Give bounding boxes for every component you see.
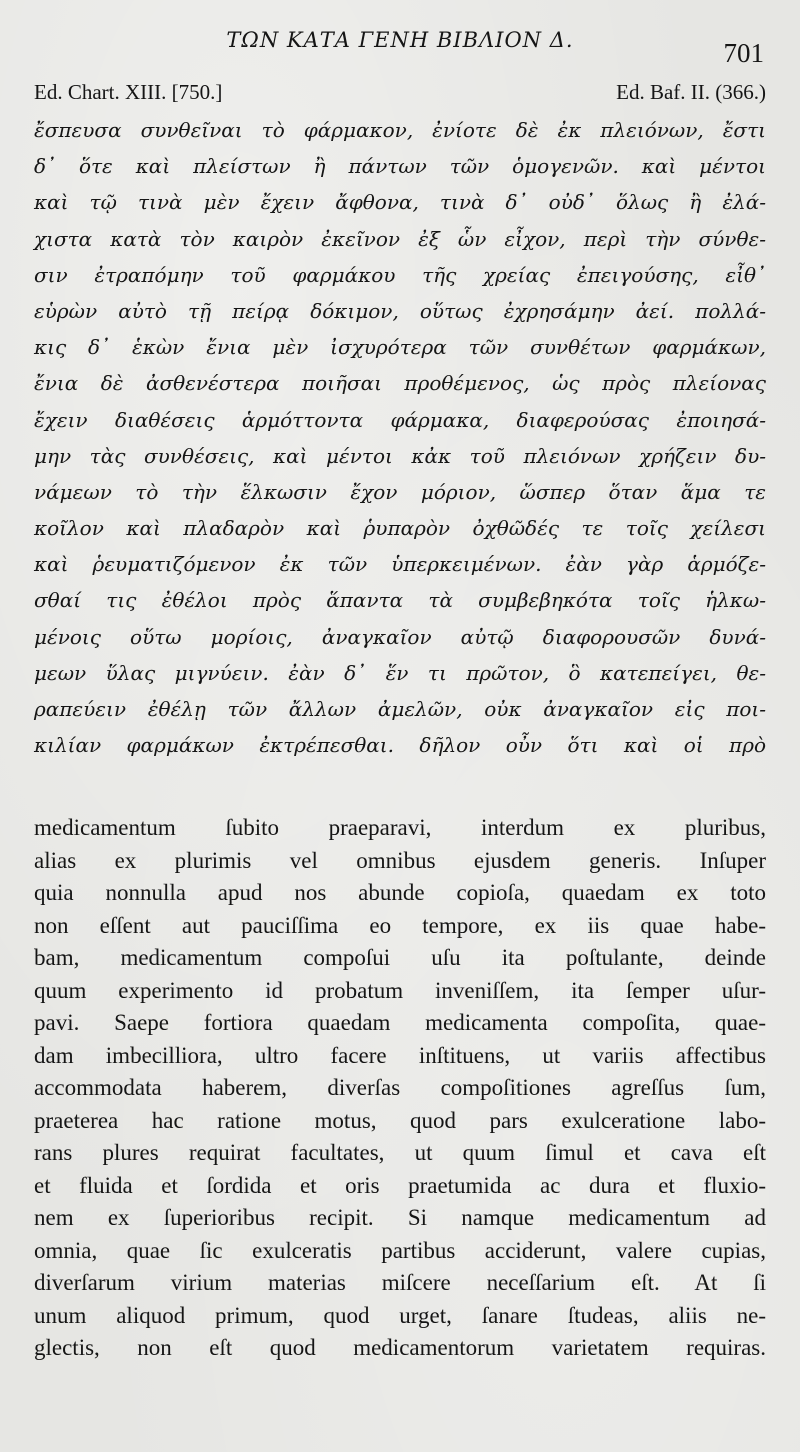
latin-text-line: bam, medicamentum compoſui uſu ita poſtulante, deinde bbox=[34, 945, 766, 970]
greek-text-line: δ᾽ ὅτε καὶ πλείστων ἢ πάντων τῶν ὁμογενῶν. καὶ μέντοι bbox=[34, 154, 766, 179]
latin-text-line: quum experimento id probatum inveniſſem, ita ſemper uſur- bbox=[34, 977, 766, 1003]
greek-text-block bbox=[34, 112, 766, 763]
greek-text-line: χιστα κατὰ τὸν καιρὸν ἐκεῖνον ἐξ ὧν εἶχον, περὶ τὴν σύνθε- bbox=[34, 226, 766, 251]
latin-text-line: non eſſent aut pauciſſima eo tempore, ex iis quae habe- bbox=[34, 912, 766, 938]
latin-text-line: diverſarum virium materias miſcere neceſſarium eſt. At ſi bbox=[34, 1270, 766, 1295]
greek-text-line: κις δ᾽ ἑκὼν ἔνια μὲν ἰσχυρότερα τῶν συνθέτων φαρμάκων, bbox=[34, 335, 766, 360]
latin-text-line: et fluida et ſordida et oris praetumida ac dura et fluxio- bbox=[34, 1172, 766, 1198]
latin-text-line: omnia, quae ſic exulceratis partibus acciderunt, valere cupias, bbox=[34, 1237, 766, 1263]
greek-text-line: ἔσπευσα συνθεῖναι τὸ φάρμακον, ἐνίοτε δὲ ἐκ πλειόνων, ἔστι bbox=[34, 118, 766, 142]
latin-text-line: medicamentum ſubito praeparavi, interdum ex pluribus, bbox=[34, 815, 766, 840]
greek-text-line: σιν ἐτραπόμην τοῦ φαρμάκου τῆς χρείας ἐπειγούσης, εἶθ᾽ bbox=[34, 262, 766, 287]
latin-text-line: praeterea hac ratione motus, quod pars exulceratione labo- bbox=[34, 1107, 766, 1133]
latin-text-line: rans plures requirat facultates, ut quum ſimul et cava eſt bbox=[34, 1140, 766, 1165]
edition-reference-line bbox=[34, 80, 766, 105]
edition-chartier-ref: Ed. Chart. XIII. [750.] bbox=[34, 80, 223, 104]
latin-text-block bbox=[34, 812, 766, 1365]
greek-text-line: καὶ τῷ τινὰ μὲν ἔχειν ἄφθονα, τινὰ δ᾽ οὐδ᾽ ὅλως ἢ ἐλά- bbox=[34, 190, 766, 215]
greek-text-line: κοῖλον καὶ πλαδαρὸν καὶ ῥυπαρὸν ὀχθῶδές τε τοῖς χείλεσι bbox=[34, 516, 766, 541]
latin-text-line: nem ex ſuperioribus recipit. Si namque medicamentum ad bbox=[34, 1205, 766, 1230]
greek-text-line: μένοις οὕτω μορίοις, ἀναγκαῖον αὐτῷ διαφορουσῶν δυνά- bbox=[34, 624, 766, 649]
greek-text-line: ἔχειν διαθέσεις ἁρμόττοντα φάρμακα, διαφερούσας ἐποιησά- bbox=[34, 407, 766, 432]
greek-text-line: μεων ὕλας μιγνύειν. ἐὰν δ᾽ ἕν τι πρῶτον, ὃ κατεπείγει, θε- bbox=[34, 660, 766, 685]
latin-text-line: pavi. Saepe fortiora quaedam medicamenta compoſita, quae- bbox=[34, 1010, 766, 1035]
latin-text-line: accommodata haberem, diverſas compoſitiones agreſſus ſum, bbox=[34, 1075, 766, 1100]
latin-text-line: alias ex plurimis vel omnibus ejusdem generis. Inſuper bbox=[34, 847, 766, 873]
page-number: 701 bbox=[723, 38, 764, 68]
greek-text-line: κιλίαν φαρμάκων ἐκτρέπεσθαι. δῆλον οὖν ὅτι καὶ οἱ πρὸ bbox=[34, 733, 766, 758]
latin-text-line: unum aliquod primum, quod urget, ſanare ſtudeas, aliis ne- bbox=[34, 1302, 766, 1328]
latin-text-line: glectis, non eſt quod medicamentorum varietatem requiras. bbox=[34, 1335, 766, 1360]
edition-basel-ref: Ed. Baf. II. (366.) bbox=[616, 80, 766, 104]
greek-text-line: εὑρὼν αὐτὸ τῇ πείρᾳ δόκιμον, οὕτως ἐχρησάμην ἀεί. πολλά- bbox=[34, 298, 766, 323]
greek-text-line: ραπεύειν ἐθέλῃ τῶν ἄλλων ἀμελῶν, οὐκ ἀναγκαῖον εἰς ποι- bbox=[34, 697, 766, 721]
greek-text-line: καὶ ῥευματιζόμενον ἐκ τῶν ὑπερκειμένων. ἐὰν γὰρ ἁρμόζε- bbox=[34, 552, 766, 577]
latin-text-line: dam imbecilliora, ultro facere inſtituens, ut variis affectibus bbox=[34, 1042, 766, 1068]
greek-text-line: σθαί τις ἐθέλοι πρὸς ἅπαντα τὰ συμβεβηκότα τοῖς ἡλκω- bbox=[34, 588, 766, 613]
greek-text-line: μην τὰς συνθέσεις, καὶ μέντοι κἀκ τοῦ πλειόνων χρήζειν δυ- bbox=[34, 443, 766, 468]
running-title: ΤΩΝ ΚΑΤΑ ΓΕΝΗ ΒΙΒΛΙΟΝ Δ. bbox=[226, 28, 574, 52]
greek-text-line: ἔνια δὲ ἀσθενέστερα ποιῆσαι προθέμενος, ὡς πρὸς πλείονας bbox=[34, 371, 766, 396]
greek-text-line: νάμεων τὸ τὴν ἕλκωσιν ἔχον μόριον, ὥσπερ ὅταν ἅμα τε bbox=[34, 479, 766, 504]
latin-text-line: quia nonnulla apud nos abunde copioſa, quaedam ex toto bbox=[34, 880, 766, 905]
